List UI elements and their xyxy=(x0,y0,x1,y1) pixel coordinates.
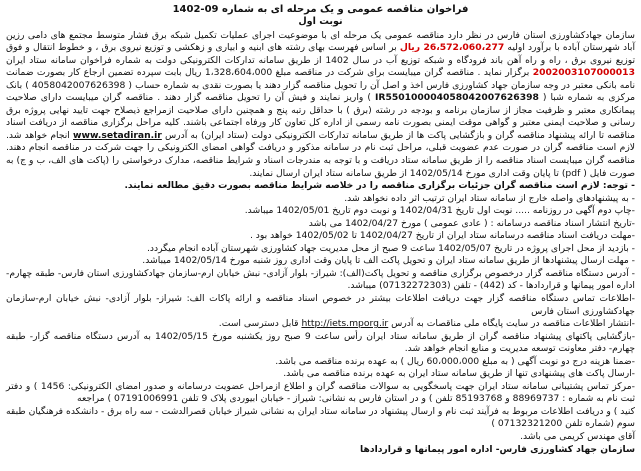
submit-deadline-line: - مهلت ارسال پیشنهادها از طریق سامانه ستاد ایران و تحویل پاکت الف تا پایان وقت اداری روز شنبه مورخ 1402/05/14 میباشد. xyxy=(142,255,635,267)
contact-person-line: آقای مهندس کریمی می باشد. xyxy=(520,431,635,442)
sheba-number: IR550100004058042007626398 xyxy=(374,92,539,104)
site-visit-line: - بازدید از محل اجرای پروژه در تاریخ 1402/05/07 ساعت 9 صبح از محل مدیریت جهاد کشاورزی شهرستان آباده انجام میگردد. xyxy=(146,242,635,254)
print-dates-line: -چاپ دوم آگهی در روزنامه ..... نوبت اول تاریخ 1402/04/31 و نوبت دوم تاریخ 1402/05/01 میباشد. xyxy=(244,205,635,217)
iets-link[interactable]: http://iets.mporg.ir xyxy=(301,318,389,330)
guarantee-text: برگزار نماید . مناقصه گران میبایست برای شرکت در مناقصه مبلغ 1،328،604،000 ریال بابت سپرده تضمین ارجاع کار بصورت ضمانت نامه بانکی معتبر در وجه سازمان جهاد کشاورزی فارس اخذ و اصل آن را تحویل مناقصه گزار دهند یا بصورت نقدی به شماره حساب ( 4058042007626398 ) بانک مرکزی به شماره شبا ( xyxy=(6,67,635,104)
submission-note-line: -ارسال پاکت های پیشنهادی تنها از طریق سامانه ستاد ایران به عهده برنده مناقصه می باشد. xyxy=(283,368,635,380)
note-line-1: - توجه: لازم است مناقصه گران جزئیات برگزاری مناقصه را در خلاصه شرایط مناقصه بصورت دقیق مطالعه نمایند. xyxy=(124,180,635,192)
qualification-text: ) واریز نمایند و فیش آن را تحویل مناقصه گزار دهند . مناقصه گران میبایست دارای صلاحیت پیمانکاری معتبر و ظرفیت مجاز از سازمان برنامه و بودجه در رشته (برق ) با حداقل رتبه پنج و همچنین دارای صلاحیت ازمراجع ذیصلاح جهت تایید نهایی پروژه برق رسانی و صلاحیت ایمنی معتبر و گواهی موقت ایمنی بصورت نامه رسمی از اداره کل تعاون کار ورفاه اجتماعی باشند. کلیه مراحل برگزاری مناقصه از دریافت اسناد مناقصه تا ارائه پیشنهاد مناقصه گران و بازگشایی پاکت ها از طریق سامانه تدارکات الکترونیکی دولت (ستاد ایران) به آدرس xyxy=(6,92,635,141)
setad-link[interactable]: www.setadiran.ir xyxy=(73,129,162,141)
receive-deadline-line: -مهلت دریافت اسناد مناقصه درسامانه ستاد ایران از تاریخ 1402/04/27 تا 1402/05/02 خواهد بود . xyxy=(249,230,635,242)
intro-text: سازمان جهادکشاورزی استان فارس در نظر دارد مناقصه عمومی یک مرحله ای با موضوعیت اجرای عملیات تکمیل شبکه برق فشار متوسط مجتمع های دامی رزین آباد شهرستان آباده با برآورد اولیه xyxy=(6,29,635,54)
opening-line: -بازگشایی پاکتهای پیشنهاد مناقصه گران از طریق سامانه ستاد ایران رأس ساعت 9 صبح روز یکشنبه مورخ 1402/05/15 به آدرس دستگاه مناقصه گزار- طبقه چهارم- دفتر معاونت توسعه مدیریت و منابع انجام خواهد شد. xyxy=(6,330,636,355)
publish-date-line: -تاریخ انتشار اسناد مناقصه درسامانه : ( عادی عمومی ) مورخ 1402/04/27 می باشد xyxy=(308,217,635,229)
registration-line: کنید ) و دریافت اطلاعات مربوط به فرآیند ثبت نام و ارسال پیشنهاد در سامانه ستاد ایران به نشانی شیراز خیابان قصرالدشت - سه راه برق - دانشکده فرهنگیان طبقه سوم (شماره تلفن 07132321200 ) xyxy=(6,405,635,430)
tender-code: 2002003107000013 xyxy=(532,67,635,79)
estimated-amount: 26،572،060،277 ریال xyxy=(399,42,505,54)
intro-text-2: بر اساس فهرست بهای رشته های ابنیه و ابیاری و زهکشی و توزیع نیروی برق ، و خطوط انتقال و فوق توزیع نیروی برق ، راه و راه آهن باند فرودگاه و شبکه توزیع آب در سال 1402 از طریق سامانه تدارکات الکترونیکی دولت به شماره فراخوان سامانه ستاد ایران xyxy=(6,42,635,66)
portal-line xyxy=(6,318,635,331)
notice-subtitle: نوبت اول xyxy=(298,16,343,27)
contact-line: -اطلاعات تماس دستگاه مناقصه گزار جهت دریافت اطلاعات بیشتر در خصوص اسناد مناقصه و ارائه پاکات الف: شیراز- بلوار آزادی- نبش خیابان ارم-سازمان جهادکشاورزی استان فارس xyxy=(6,292,635,317)
ad-cost-line: -ضمنا هزینه درج دو نوبت آگهی ( به مبلغ 60،000،000 ریال ) به عهده برنده مناقصه می باشد. xyxy=(275,355,635,367)
note-line-2: - به پیشنهادهای واصله خارج از سامانه ستاد ایران ترتیب اثر داده نخواهد شد. xyxy=(344,192,635,204)
footer-signature: سازمان جهاد کشاورزی فارس- اداره امور پیمانها و قراردادها xyxy=(360,443,635,455)
portal-text-2: قابل دسترسی است. xyxy=(218,318,302,330)
portal-text: -انتشار اطلاعات مناقصه در سایت پایگاه ملی مناقصات به آدرس xyxy=(388,318,635,330)
support-line: -مرکز تماس پشتیبانی سامانه ستاد ایران جهت پاسخگویی به سوالات مناقصه گران و اطلاع ازمراحل عضویت درسامانه و صدور امضای الکترونیکی: 1456 ) و دفتر ثبت نام به شماره : 88969737 و 85193768 تلفن ) و در استان فارس به نشانی: شیراز - خیابان ابیوردی پلاک 9 تلفن 07191006991 ) مراجعه xyxy=(6,380,635,405)
submission-text: انجام خواهد شد. لازم است مناقصه گران در صورت عدم عضویت قبلی، مراحل ثبت نام در سامانه مذکور و دریافت گواهی امضای الکترونیکی را جهت شرکت در مناقصه انجام دهند. مناقصه گران میبایست اسناد مناقصه را از طریق سامانه ستاد دریافت و با توجه به مندرجات اسناد و شرایط مناقصه، مدارک درخواستی را (پاکت های الف، ب و ج) به صورت فایل ( pdf) تا پایان وقت اداری مورخ 1402/05/14 از طریق سامانه ستاد ایران ارسال نمایند. xyxy=(6,129,635,179)
address-line: - آدرس دستگاه مناقصه گزار درخصوص برگزاری مناقصه و تحویل پاکت(الف): شیراز- بلوار آزادی- نبش خیابان ارم-سازمان جهادکشاورزی استان فارس- طبقه چهارم- اداره امور پیمانها و قراردادها - کد (442) - تلفن (07132272303) میباشد. xyxy=(6,267,635,292)
notice-title: فراخوان مناقصه عمومی و یک مرحله ای به شماره 09-1402 xyxy=(172,4,469,15)
main-paragraph xyxy=(6,30,635,181)
